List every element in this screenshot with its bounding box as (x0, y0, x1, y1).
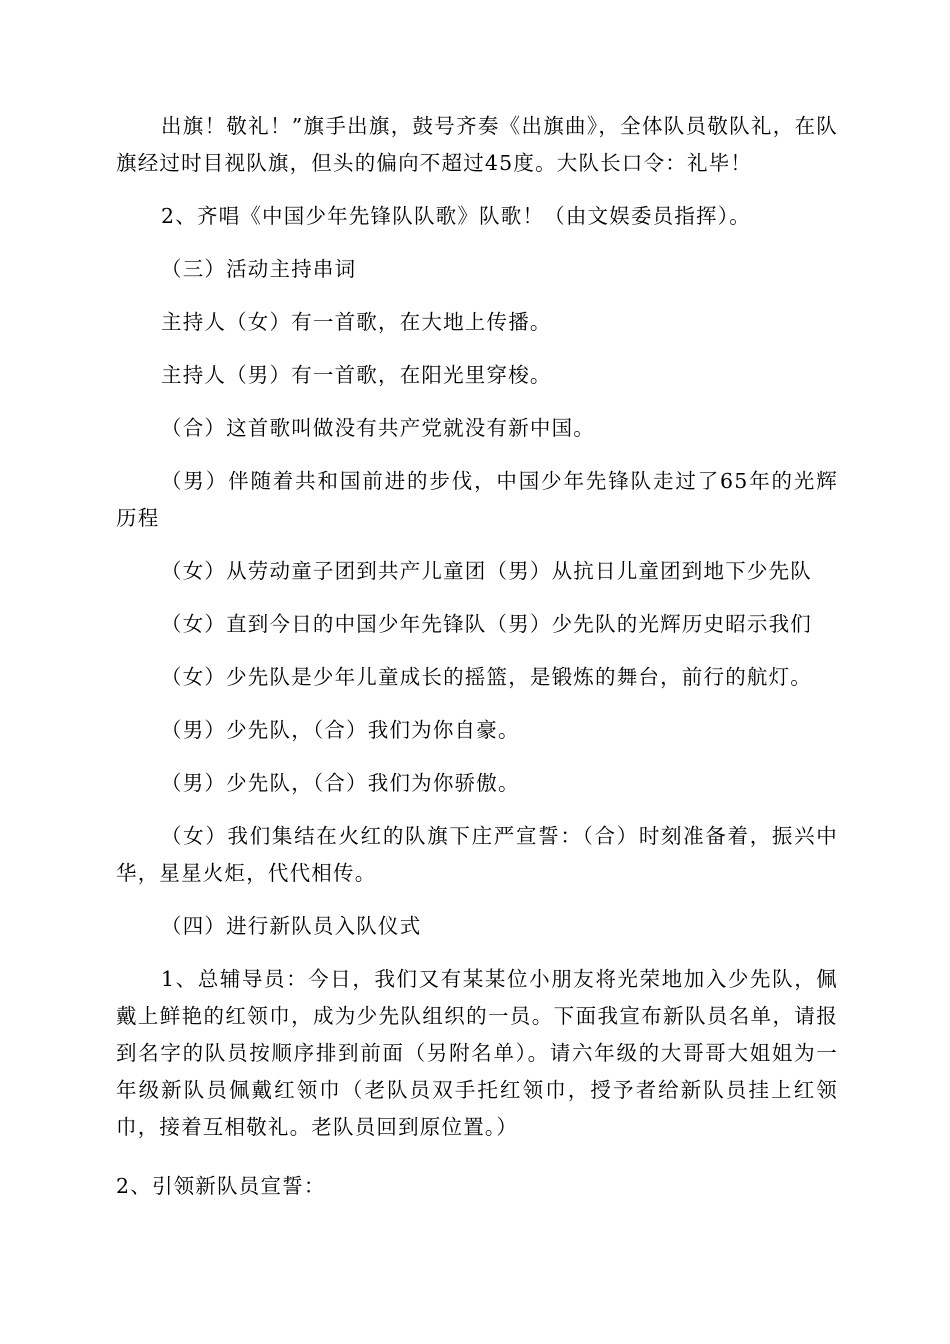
paragraph-counselor-speech: 1、总辅导员：今日，我们又有某某位小朋友将光荣地加入少先队，佩戴上鲜艳的红领巾，成为少先队组织的一员。下面我宣布新队员名单，请报到名字的队员按顺序排到前面（另附名单）。请六年级的大哥哥大姐姐为一年级新队员佩戴红领巾（老队员双手托红领巾，授予者给新队员挂上红领巾，接着互相敬礼。老队员回到原位置。） (116, 967, 838, 1139)
paragraph-female-male-groups: （女）从劳动童子团到共产儿童团（男）从抗日儿童团到地下少先队 (161, 559, 812, 583)
paragraph-female-cradle: （女）少先队是少年儿童成长的摇篮，是锻炼的舞台，前行的航灯。 (161, 665, 812, 689)
paragraph-proud: （男）少先队，（合）我们为你自豪。 (161, 718, 520, 742)
paragraph-host-female-1: 主持人（女）有一首歌，在大地上传播。 (161, 310, 552, 334)
paragraph-oath-together: （女）我们集结在火红的队旗下庄严宣誓：（合）时刻准备着，振兴中华，星星火炬，代代相传。 (116, 824, 838, 885)
section-heading-induction: （四）进行新队员入队仪式 (161, 914, 422, 938)
section-heading-host-script: （三）活动主持串词 (161, 257, 357, 281)
paragraph-lead-oath: 2、引领新队员宣誓： (116, 1174, 326, 1198)
paragraph-male-history: （男）伴随着共和国前进的步伐，中国少年先锋队走过了65年的光辉历程 (116, 469, 838, 530)
document-page (116, 108, 838, 1221)
paragraph-flag-salute: 出旗！敬礼！”旗手出旗，鼓号齐奏《出旗曲》，全体队员敬队礼，在队旗经过时目视队旗，但头的偏向不超过45度。大队长口令：礼毕！ (116, 114, 838, 175)
paragraph-together-1: （合）这首歌叫做没有共产党就没有新中国。 (161, 416, 595, 440)
paragraph-sing-anthem: 2、齐唱《中国少年先锋队队歌》队歌！（由文娱委员指挥）。 (161, 204, 751, 228)
paragraph-host-male-1: 主持人（男）有一首歌，在阳光里穿梭。 (161, 363, 552, 387)
paragraph-pride: （男）少先队，（合）我们为你骄傲。 (161, 771, 520, 795)
paragraph-female-male-today: （女）直到今日的中国少年先锋队（男）少先队的光辉历史昭示我们 (161, 612, 812, 636)
